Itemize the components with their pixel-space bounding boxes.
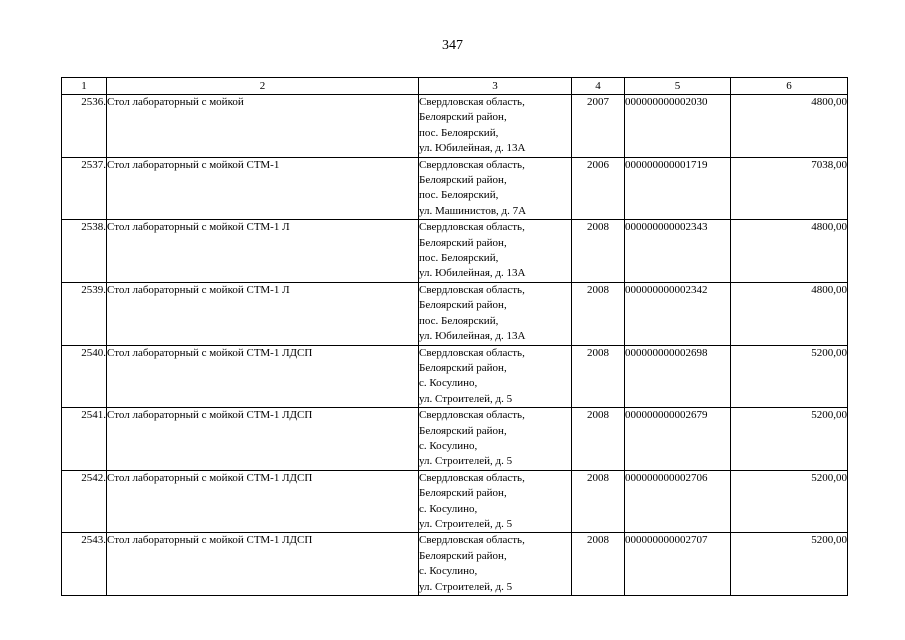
item-name: Стол лабораторный с мойкой СТМ-1 ЛДСП [107,470,419,533]
column-header-3: 3 [419,78,572,95]
item-year: 2008 [572,220,625,283]
address-line: с. Косулино, [419,502,478,515]
item-inventory-code: 000000000002706 [625,470,731,533]
address-line: ул. Строителей, д. 5 [419,392,513,405]
item-number: 2543. [62,533,107,596]
table-row [62,408,848,471]
table-row [62,157,848,220]
item-number: 2536. [62,95,107,158]
page-number: 347 [442,38,463,53]
table-row [62,95,848,158]
table-row [62,282,848,345]
item-number: 2541. [62,408,107,471]
item-number: 2540. [62,345,107,408]
item-year: 2008 [572,533,625,596]
address-line: пос. Белоярский, [419,314,499,327]
item-name: Стол лабораторный с мойкой СТМ-1 Л [107,220,419,283]
item-year: 2007 [572,95,625,158]
address-line: пос. Белоярский, [419,189,499,202]
address-line: ул. Юбилейная, д. 13А [419,142,526,155]
item-address [419,282,572,345]
address-line: Свердловская область, [419,534,525,547]
item-year: 2008 [572,282,625,345]
item-inventory-code: 000000000002342 [625,282,731,345]
item-number: 2537. [62,157,107,220]
address-line: пос. Белоярский, [419,252,499,265]
address-line: Белоярский район, [419,487,507,500]
address-line: ул. Юбилейная, д. 13А [419,330,526,343]
item-value: 4800,00 [731,282,848,345]
item-value: 4800,00 [731,95,848,158]
address-line: Белоярский район, [419,299,507,312]
item-year: 2008 [572,408,625,471]
item-value: 5200,00 [731,470,848,533]
column-header-6: 6 [731,78,848,95]
address-line: пос. Белоярский, [419,126,499,139]
address-line: Свердловская область, [419,346,525,359]
table-row [62,533,848,596]
item-inventory-code: 000000000002030 [625,95,731,158]
address-line: Свердловская область, [419,409,525,422]
address-line: Свердловская область, [419,283,525,296]
address-line: Свердловская область, [419,221,525,234]
address-line: Белоярский район, [419,111,507,124]
item-year: 2008 [572,470,625,533]
property-registry-table [61,77,848,596]
item-address [419,95,572,158]
item-name: Стол лабораторный с мойкой СТМ-1 Л [107,282,419,345]
address-line: ул. Строителей, д. 5 [419,580,513,593]
address-line: ул. Машинистов, д. 7А [419,204,527,217]
column-number-row [62,78,848,95]
address-line: Белоярский район, [419,549,507,562]
address-line: Белоярский район, [419,174,507,187]
item-name: Стол лабораторный с мойкой СТМ-1 [107,157,419,220]
item-inventory-code: 000000000001719 [625,157,731,220]
address-line: с. Косулино, [419,565,478,578]
table-row [62,470,848,533]
item-value: 5200,00 [731,345,848,408]
item-inventory-code: 000000000002679 [625,408,731,471]
item-name: Стол лабораторный с мойкой СТМ-1 ЛДСП [107,408,419,471]
item-inventory-code: 000000000002698 [625,345,731,408]
item-name: Стол лабораторный с мойкой СТМ-1 ЛДСП [107,533,419,596]
column-header-1: 1 [62,78,107,95]
item-number: 2538. [62,220,107,283]
item-name: Стол лабораторный с мойкой [107,95,419,158]
item-value: 5200,00 [731,408,848,471]
address-line: Свердловская область, [419,158,525,171]
address-line: Свердловская область, [419,471,525,484]
item-inventory-code: 000000000002707 [625,533,731,596]
column-header-2: 2 [107,78,419,95]
item-number: 2542. [62,470,107,533]
address-line: ул. Строителей, д. 5 [419,517,513,530]
address-line: ул. Строителей, д. 5 [419,455,513,468]
item-year: 2006 [572,157,625,220]
item-value: 4800,00 [731,220,848,283]
item-value: 5200,00 [731,533,848,596]
item-year: 2008 [572,345,625,408]
table-row [62,220,848,283]
address-line: Белоярский район, [419,236,507,249]
item-address [419,220,572,283]
item-number: 2539. [62,282,107,345]
item-address [419,408,572,471]
item-address [419,345,572,408]
table-row [62,345,848,408]
column-header-5: 5 [625,78,731,95]
item-inventory-code: 000000000002343 [625,220,731,283]
item-address [419,157,572,220]
item-name: Стол лабораторный с мойкой СТМ-1 ЛДСП [107,345,419,408]
address-line: Белоярский район, [419,361,507,374]
address-line: Белоярский район, [419,424,507,437]
item-address [419,470,572,533]
column-header-4: 4 [572,78,625,95]
item-address [419,533,572,596]
item-value: 7038,00 [731,157,848,220]
address-line: с. Косулино, [419,439,478,452]
address-line: с. Косулино, [419,377,478,390]
address-line: Свердловская область, [419,96,525,108]
address-line: ул. Юбилейная, д. 13А [419,267,526,280]
